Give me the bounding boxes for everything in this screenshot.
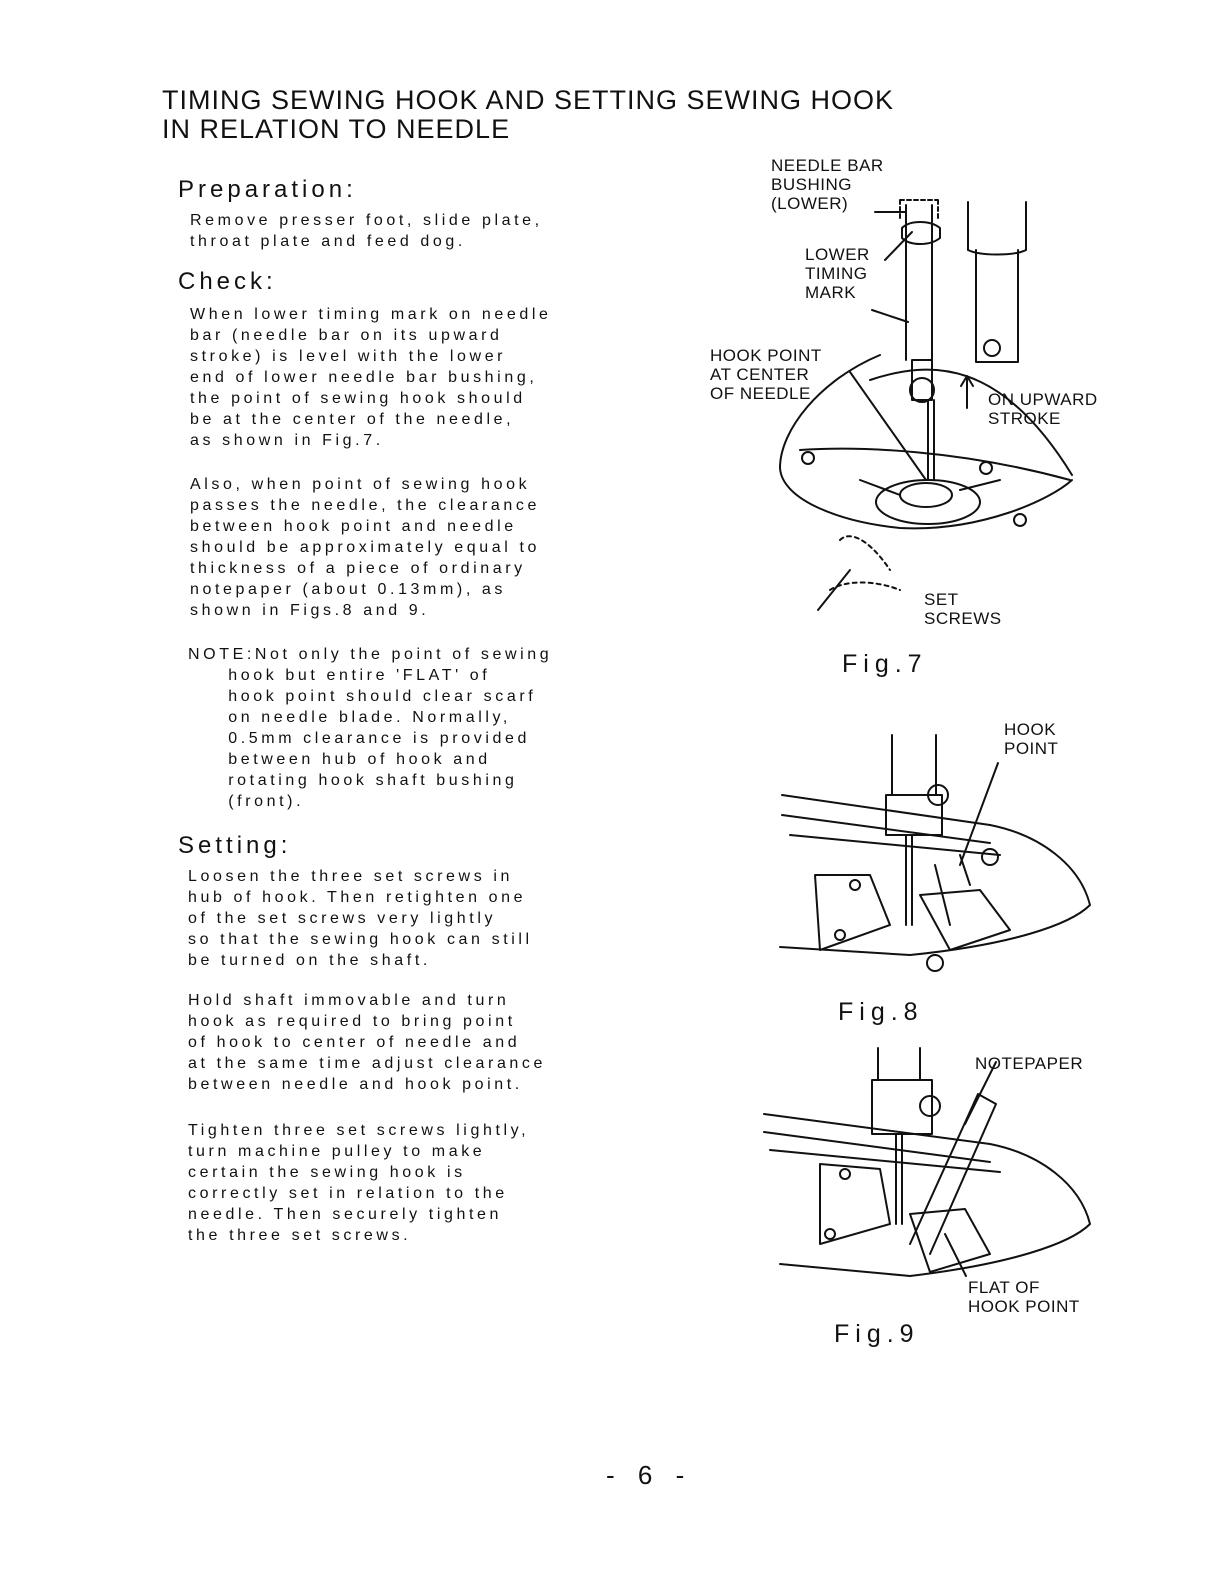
fig8-label-hook-point: HOOK POINT	[1004, 720, 1059, 758]
fig7-label-bushing: NEEDLE BAR BUSHING (LOWER)	[771, 156, 884, 213]
fig8-caption: Fig.8	[838, 998, 924, 1026]
fig7-label-timing-mark: LOWER TIMING MARK	[805, 245, 870, 302]
setting-paragraph-1: Loosen the three set screws in hub of hook. Then retighten one of the set screws very lightly so that the sewing hook can still be turned on the shaft.	[188, 868, 533, 969]
fig7-label-hook-point: HOOK POINT AT CENTER OF NEEDLE	[710, 346, 822, 403]
title-line-2: IN RELATION TO NEEDLE	[162, 114, 511, 144]
preparation-text: Remove presser foot, slide plate, throat plate and feed dog.	[190, 212, 543, 250]
setting-paragraph-3: Tighten three set screws lightly, turn machine pulley to make certain the sewing hook is correctly set in relation to the needle. Then securely tighten the three set screws.	[188, 1122, 530, 1244]
page-number: - 6 -	[606, 1460, 693, 1490]
fig8-illustration	[760, 725, 1120, 975]
check-paragraph-2: Also, when point of sewing hook passes the needle, the clearance between hook point and needle should be approximately equal to thickness of a piece of ordinary notepaper (about 0.13mm), as shown in Figs.8 and 9.	[190, 476, 541, 619]
title-line-1: TIMING SEWING HOOK AND SETTING SEWING HOOK	[162, 85, 895, 115]
setting-heading: Setting:	[178, 832, 292, 859]
fig9-illustration	[760, 1044, 1120, 1294]
page-title	[162, 86, 894, 144]
fig7-caption: Fig.7	[842, 650, 928, 678]
check-note: NOTE:Not only the point of sewing hook but entire 'FLAT' of hook point should clear scarf on needle blade. Normally, 0.5mm clearance is provided between hub of hook and rotating hook shaft bushing (front).	[188, 646, 553, 810]
fig9-caption: Fig.9	[834, 1320, 920, 1348]
fig9-label-flat-of-hook-point: FLAT OF HOOK POINT	[968, 1278, 1080, 1316]
setting-paragraph-2: Hold shaft immovable and turn hook as required to bring point of hook to center of needle and at the same time adjust clearance between needle and hook point.	[188, 992, 547, 1093]
preparation-heading: Preparation:	[178, 176, 357, 203]
fig7-label-upward-stroke: ON UPWARD STROKE	[988, 390, 1098, 428]
check-paragraph-1: When lower timing mark on needle bar (needle bar on its upward stroke) is level with the lower end of lower needle bar bushing, the point of sewing hook should be at the center of the needle, as shown in Fig.7.	[190, 306, 552, 449]
check-heading: Check:	[178, 268, 277, 295]
fig7-label-set-screws: SET SCREWS	[924, 590, 1002, 628]
fig9-label-notepaper: NOTEPAPER	[975, 1054, 1084, 1073]
